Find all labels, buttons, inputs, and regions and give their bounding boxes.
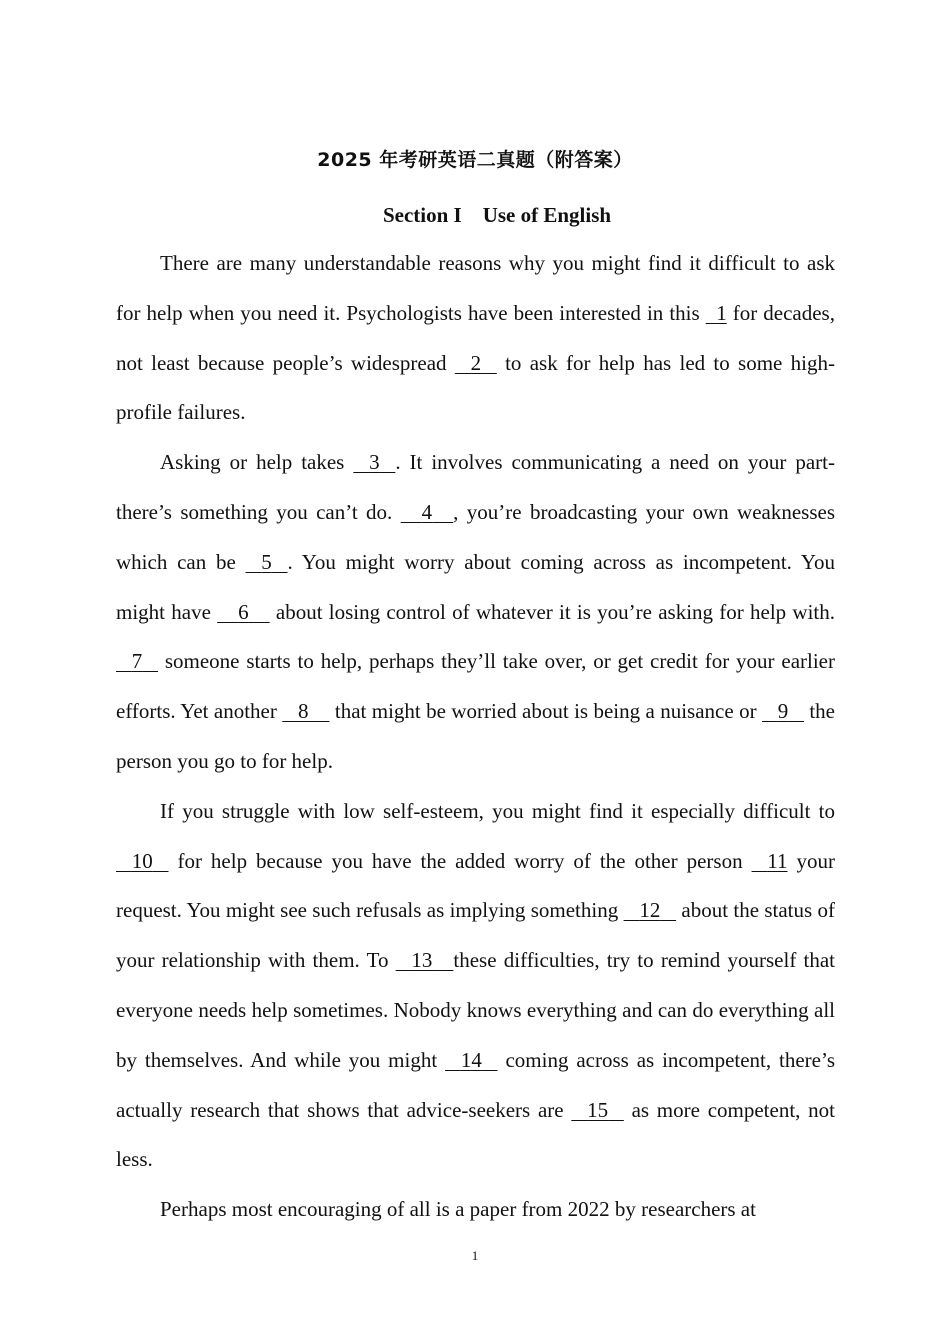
blank-1: 1 [716,300,727,325]
paragraph-text: coming across as incompetent, there’s actually research that shows that advice-seekers are [116,1047,835,1122]
paragraph-text: Asking or help takes [160,450,354,475]
blank-14: 14 [460,1047,482,1072]
paragraph-text: about the status of your relationship with them. To [116,898,836,973]
paragraph-text: , you’re broadcasting your own weaknesses which can be [116,499,836,574]
section-heading: Section I Use of English [382,203,612,227]
paragraph-text: your request. You might see such refusals as implying something [116,848,835,923]
paragraph-text: Perhaps most encouraging of all is a paper from 2022 by researchers at [160,1197,756,1222]
paragraph-text: for help because you have the added worry of the other person [168,848,752,873]
document-title: 2025 年考研英语二真题（附答案） [317,149,633,171]
blank-15: 15 [587,1097,609,1122]
blank-11: 11 [767,848,788,873]
paragraph-text: If you struggle with low self-esteem, you might find it especially difficult to [160,798,835,823]
paragraph-text: There are many understandable reasons why you might find it difficult to ask for help when you need it. Psychologists have been interested in this [116,251,835,325]
blank-13: 13 [411,948,433,973]
blank-3: 3 [369,450,380,475]
paragraph-text: for decades, not least because people’s widespread [116,300,835,375]
paragraph-text: someone starts to help, perhaps they’ll take over, or get credit for your earlier efforts. Yet another [116,649,835,724]
blank-10: 10 [131,848,153,873]
paragraph-text: these difficulties, try to remind yourself that everyone needs help sometimes. Nobody knows everything and can do everything all by themselves. And while you might [116,948,835,1072]
paragraph-text: the person you go to for help. [116,699,835,773]
blank-8: 8 [298,699,309,724]
passage-paragraph-4 [116,1185,835,1235]
passage-paragraph-1 [116,239,835,438]
blank-9: 9 [777,699,789,724]
blank-12: 12 [639,898,661,923]
passage-body [116,239,835,1235]
passage-paragraph-3 [116,787,835,1185]
paragraph-text: to ask for help has led to some high-profile failures. [116,350,835,425]
paragraph-text: . You might worry about coming across as incompetent. You might have [116,549,835,624]
blank-4: 4 [421,499,433,524]
blank-7: 7 [131,649,143,674]
paragraph-text: . It involves communicating a need on your part-there’s something you can’t do. [116,450,835,524]
paragraph-text: as more competent, not less. [116,1097,835,1172]
blank-6: 6 [238,599,249,624]
page-number: 1 [471,1248,479,1263]
paragraph-text: that might be worried about is being a nuisance or [329,699,762,724]
passage-paragraph-2 [116,438,835,787]
blank-2: 2 [470,350,482,375]
blank-5: 5 [261,549,272,574]
paragraph-text: about losing control of whatever it is you’re asking for help with. [269,599,835,624]
